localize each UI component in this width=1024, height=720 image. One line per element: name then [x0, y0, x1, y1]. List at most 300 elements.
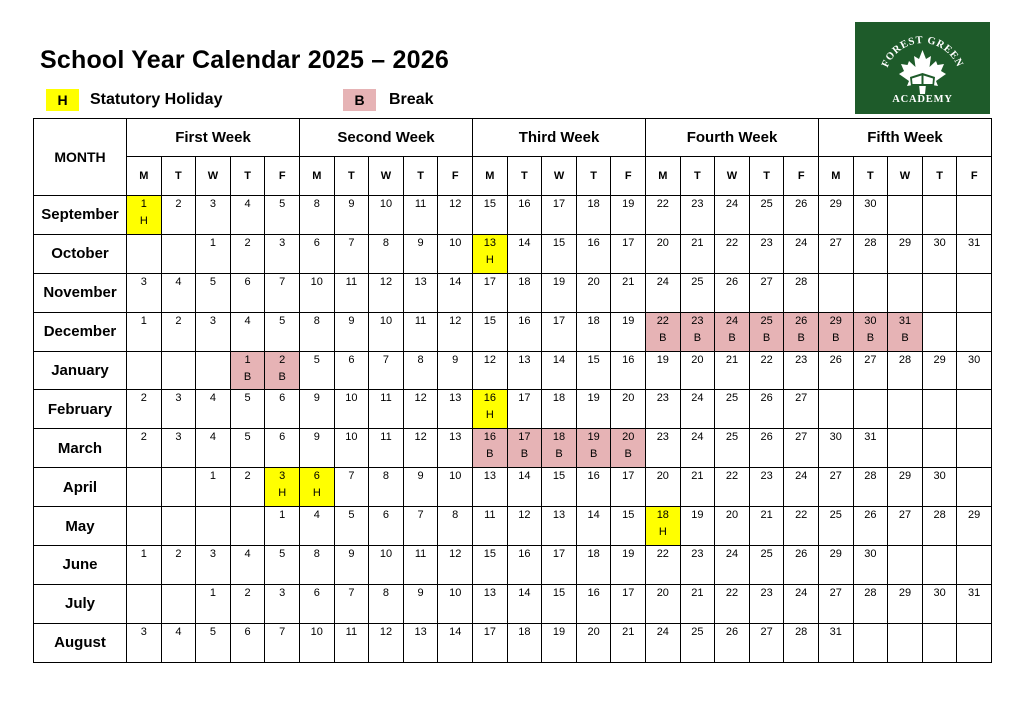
day-cell [334, 273, 369, 312]
day-cell [438, 312, 473, 351]
day-number: 1 [209, 236, 217, 249]
day-cell [611, 234, 646, 273]
day-cell [819, 196, 854, 235]
day-cell [127, 196, 162, 235]
day-number: 7 [279, 625, 286, 638]
day-cell [784, 429, 819, 468]
day-number: 24 [725, 314, 739, 327]
day-number: 22 [725, 236, 739, 249]
day-number: 20 [656, 236, 669, 249]
day-number: 5 [348, 509, 355, 522]
day-of-week-header: T [507, 157, 542, 196]
day-number: 3 [279, 470, 286, 483]
day-cell [542, 584, 577, 623]
month-name: May [34, 507, 127, 546]
school-logo [855, 22, 990, 114]
day-cell [957, 468, 992, 507]
day-cell [127, 429, 162, 468]
day-cell [473, 507, 508, 546]
day-number: 6 [244, 275, 251, 288]
day-number: 11 [345, 275, 358, 288]
day-cell [819, 390, 854, 429]
week-header: Fifth Week [819, 119, 992, 157]
day-cell [957, 390, 992, 429]
day-number: 16 [622, 353, 635, 366]
day-number: 28 [795, 275, 808, 288]
day-number: 4 [244, 548, 251, 561]
day-cell [957, 234, 992, 273]
day-number: 18 [518, 275, 531, 288]
day-number: 10 [345, 392, 358, 405]
day-number: 16 [587, 470, 600, 483]
day-cell [749, 273, 784, 312]
day-cell [611, 196, 646, 235]
month-row [34, 234, 992, 273]
day-of-week-header: T [749, 157, 784, 196]
day-number: 16 [518, 314, 531, 327]
day-number: 7 [417, 509, 424, 522]
day-cell [473, 273, 508, 312]
day-number: 29 [898, 586, 912, 599]
day-number: 12 [483, 353, 496, 366]
day-number: 2 [175, 314, 182, 327]
day-number: 14 [518, 470, 531, 483]
day-cell [473, 623, 508, 662]
day-number: 28 [864, 470, 877, 483]
day-cell [161, 312, 196, 351]
day-cell [542, 273, 577, 312]
day-number: 17 [552, 548, 566, 561]
day-cell [680, 546, 715, 585]
day-number: 5 [209, 275, 217, 288]
day-cell [715, 234, 750, 273]
day-cell [473, 390, 508, 429]
week-header: Fourth Week [646, 119, 819, 157]
day-number: 20 [587, 625, 600, 638]
day-cell [646, 196, 681, 235]
maple-leaf-icon [855, 22, 990, 114]
day-cell [196, 468, 231, 507]
day-number: 12 [379, 275, 393, 288]
day-number: 28 [864, 236, 877, 249]
day-cell [784, 584, 819, 623]
day-cell [334, 507, 369, 546]
month-name: February [34, 390, 127, 429]
day-cell [230, 312, 265, 351]
day-number: 3 [209, 198, 217, 210]
day-cell [334, 196, 369, 235]
break-marker: B [589, 448, 598, 461]
day-number: 25 [691, 275, 704, 288]
day-cell [957, 507, 992, 546]
day-cell [473, 584, 508, 623]
day-number: 1 [140, 548, 147, 561]
day-cell [438, 623, 473, 662]
holiday-marker: H [139, 215, 148, 227]
day-cell [127, 312, 162, 351]
day-cell [403, 390, 438, 429]
logo-top-text: FOREST GREEN [880, 34, 965, 70]
day-number: 27 [760, 625, 773, 638]
day-cell [784, 351, 819, 390]
day-cell [888, 468, 923, 507]
month-row [34, 546, 992, 585]
day-number: 10 [379, 198, 393, 210]
day-cell [369, 234, 404, 273]
day-number: 6 [313, 236, 320, 249]
legend-break-label: Break [389, 91, 434, 108]
day-cell [853, 234, 888, 273]
day-cell [473, 429, 508, 468]
day-number: 24 [795, 586, 808, 599]
day-number: 21 [691, 236, 704, 249]
day-cell [957, 429, 992, 468]
day-cell [507, 623, 542, 662]
day-number: 15 [552, 236, 566, 249]
day-cell [611, 351, 646, 390]
day-number: 14 [449, 275, 462, 288]
day-number: 5 [279, 548, 286, 561]
day-cell [127, 468, 162, 507]
day-cell [784, 390, 819, 429]
day-cell [680, 507, 715, 546]
day-cell [715, 546, 750, 585]
day-number: 22 [725, 586, 739, 599]
day-cell [576, 312, 611, 351]
day-cell [922, 196, 957, 235]
day-cell [369, 546, 404, 585]
day-cell [127, 234, 162, 273]
day-cell [230, 273, 265, 312]
day-cell [334, 234, 369, 273]
day-cell [161, 351, 196, 390]
day-number: 11 [345, 625, 358, 638]
day-cell [265, 312, 300, 351]
day-number: 8 [382, 586, 390, 599]
day-cell [749, 351, 784, 390]
day-cell [334, 351, 369, 390]
day-number: 6 [279, 392, 286, 405]
holiday-marker: H [278, 487, 287, 500]
day-number: 18 [587, 198, 600, 210]
day-number: 11 [414, 548, 427, 561]
day-cell [542, 312, 577, 351]
day-number: 5 [279, 314, 286, 327]
day-number: 24 [795, 470, 808, 483]
day-cell [300, 584, 335, 623]
day-cell [611, 584, 646, 623]
day-cell [300, 623, 335, 662]
day-number: 12 [449, 314, 462, 327]
day-cell [853, 584, 888, 623]
day-cell [438, 468, 473, 507]
day-number: 1 [140, 314, 147, 327]
day-cell [542, 546, 577, 585]
day-number: 17 [552, 314, 566, 327]
day-cell [196, 234, 231, 273]
day-cell [161, 507, 196, 546]
break-marker: B [901, 331, 909, 344]
day-cell [369, 623, 404, 662]
day-cell [542, 429, 577, 468]
day-number: 30 [829, 431, 842, 444]
holiday-marker: H [485, 253, 494, 266]
day-cell [680, 468, 715, 507]
break-marker: B [693, 331, 702, 344]
day-cell [888, 546, 923, 585]
day-cell [611, 468, 646, 507]
day-cell [507, 351, 542, 390]
day-number: 7 [279, 275, 286, 288]
day-number: 16 [518, 548, 531, 561]
day-number: 6 [313, 586, 320, 599]
day-of-week-header: T [403, 157, 438, 196]
day-number: 30 [864, 314, 877, 327]
day-cell [127, 623, 162, 662]
day-number: 8 [417, 353, 424, 366]
day-number: 12 [449, 198, 462, 210]
day-cell [819, 351, 854, 390]
day-number: 24 [725, 198, 739, 210]
day-cell [749, 234, 784, 273]
day-number: 19 [587, 392, 600, 405]
day-cell [715, 429, 750, 468]
day-number: 3 [140, 625, 147, 638]
day-cell [127, 351, 162, 390]
day-cell [403, 546, 438, 585]
day-cell [749, 623, 784, 662]
day-cell [403, 429, 438, 468]
day-cell [749, 312, 784, 351]
day-cell [784, 468, 819, 507]
day-of-week-header: T [576, 157, 611, 196]
day-number: 29 [829, 198, 842, 210]
day-cell [576, 351, 611, 390]
day-number: 3 [140, 275, 147, 288]
day-cell [853, 273, 888, 312]
day-cell [784, 196, 819, 235]
day-number: 13 [414, 275, 427, 288]
day-cell [853, 507, 888, 546]
day-cell [646, 429, 681, 468]
day-cell [507, 546, 542, 585]
day-cell [576, 429, 611, 468]
day-number: 27 [795, 392, 808, 405]
day-number: 21 [622, 625, 635, 638]
day-of-week-row [34, 157, 992, 196]
day-number: 24 [795, 236, 808, 249]
day-number: 28 [898, 353, 912, 366]
day-number: 26 [725, 625, 739, 638]
break-marker: B [728, 331, 736, 344]
day-number: 16 [518, 198, 531, 210]
day-number: 31 [968, 236, 981, 249]
day-cell [473, 196, 508, 235]
day-of-week-header: M [127, 157, 162, 196]
day-cell [922, 546, 957, 585]
day-number: 20 [622, 431, 635, 444]
day-number: 30 [933, 470, 946, 483]
day-cell [369, 429, 404, 468]
day-number: 17 [518, 431, 531, 444]
day-number: 8 [382, 236, 390, 249]
day-number: 17 [622, 586, 635, 599]
day-number: 28 [795, 625, 808, 638]
month-row [34, 390, 992, 429]
day-number: 15 [483, 314, 496, 327]
day-cell [196, 584, 231, 623]
day-cell [749, 584, 784, 623]
month-name: April [34, 468, 127, 507]
day-cell [888, 234, 923, 273]
day-cell [922, 273, 957, 312]
day-of-week-header: T [853, 157, 888, 196]
day-number: 29 [898, 470, 912, 483]
day-cell [196, 312, 231, 351]
day-cell [403, 273, 438, 312]
day-number: 12 [414, 431, 427, 444]
day-number: 10 [310, 625, 323, 638]
day-cell [300, 196, 335, 235]
day-number: 23 [656, 392, 669, 405]
day-cell [265, 390, 300, 429]
day-number: 19 [587, 431, 600, 444]
day-of-week-header: T [161, 157, 196, 196]
day-cell [265, 623, 300, 662]
day-cell [888, 351, 923, 390]
legend-holiday [46, 88, 222, 112]
day-number: 23 [760, 586, 773, 599]
day-number: 27 [795, 431, 808, 444]
day-number: 10 [379, 314, 393, 327]
day-cell [438, 584, 473, 623]
day-cell [611, 390, 646, 429]
month-row [34, 507, 992, 546]
day-number: 17 [622, 470, 635, 483]
day-number: 15 [483, 548, 496, 561]
month-name: January [34, 351, 127, 390]
day-number: 7 [348, 586, 355, 599]
day-cell [300, 273, 335, 312]
day-cell [265, 196, 300, 235]
day-number: 2 [140, 392, 147, 405]
day-number: 1 [140, 198, 147, 210]
day-number: 3 [279, 236, 286, 249]
break-marker: B [624, 448, 632, 461]
day-cell [611, 273, 646, 312]
day-number: 5 [313, 353, 320, 366]
day-cell [334, 429, 369, 468]
break-marker: B [832, 331, 840, 344]
day-number: 9 [452, 353, 459, 366]
day-number: 21 [691, 470, 704, 483]
day-cell [127, 584, 162, 623]
day-number: 21 [760, 509, 773, 522]
day-number: 1 [209, 586, 217, 599]
day-number: 4 [209, 431, 217, 444]
day-cell [611, 429, 646, 468]
day-number: 21 [725, 353, 739, 366]
logo-bottom-text: ACADEMY [892, 94, 953, 105]
day-cell [196, 429, 231, 468]
day-cell [957, 623, 992, 662]
day-number: 12 [379, 625, 393, 638]
day-number: 30 [864, 198, 877, 210]
day-cell [127, 273, 162, 312]
day-number: 20 [725, 509, 739, 522]
day-number: 1 [209, 470, 217, 483]
day-cell [230, 468, 265, 507]
day-number: 11 [380, 392, 392, 405]
day-cell [957, 546, 992, 585]
day-cell [334, 546, 369, 585]
day-cell [715, 468, 750, 507]
day-cell [957, 584, 992, 623]
day-cell [438, 273, 473, 312]
day-cell [646, 312, 681, 351]
day-cell [161, 273, 196, 312]
day-number: 23 [691, 198, 704, 210]
day-number: 30 [933, 236, 946, 249]
day-cell [403, 468, 438, 507]
day-number: 27 [760, 275, 773, 288]
day-number: 10 [310, 275, 323, 288]
day-number: 19 [552, 275, 566, 288]
day-cell [507, 584, 542, 623]
day-number: 25 [760, 548, 773, 561]
day-number: 29 [829, 548, 842, 561]
day-number: 12 [449, 548, 462, 561]
day-cell [300, 429, 335, 468]
day-of-week-header: F [957, 157, 992, 196]
day-cell [784, 234, 819, 273]
week-header: First Week [127, 119, 300, 157]
day-number: 8 [313, 548, 320, 561]
day-of-week-header: T [230, 157, 265, 196]
day-number: 15 [587, 353, 600, 366]
day-cell [576, 623, 611, 662]
break-marker: B [243, 370, 252, 383]
day-cell [888, 429, 923, 468]
day-cell [715, 390, 750, 429]
day-cell [853, 623, 888, 662]
day-number: 9 [348, 314, 355, 327]
day-number: 11 [484, 509, 496, 522]
day-cell [784, 507, 819, 546]
day-cell [576, 196, 611, 235]
day-cell [438, 234, 473, 273]
day-cell [542, 507, 577, 546]
day-number: 9 [348, 198, 355, 210]
day-number: 25 [829, 509, 842, 522]
day-cell [507, 468, 542, 507]
day-cell [403, 312, 438, 351]
day-of-week-header: M [300, 157, 335, 196]
day-cell [473, 546, 508, 585]
day-cell [542, 196, 577, 235]
day-number: 5 [244, 431, 251, 444]
day-cell [611, 312, 646, 351]
week-header: Third Week [473, 119, 646, 157]
day-cell [369, 273, 404, 312]
day-cell [403, 584, 438, 623]
day-number: 9 [313, 431, 320, 444]
day-cell [196, 273, 231, 312]
day-number: 20 [656, 586, 669, 599]
day-number: 14 [518, 236, 531, 249]
day-of-week-header: F [611, 157, 646, 196]
day-number: 13 [518, 353, 531, 366]
